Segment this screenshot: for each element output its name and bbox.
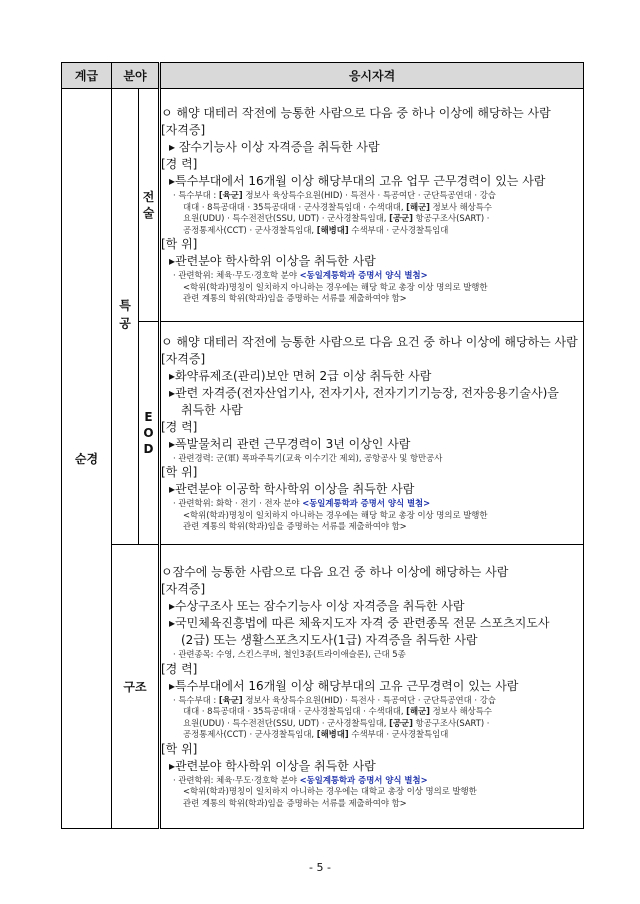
- career-note: · 관련경력: 군(軍) 폭파주특기(교육 이수기간 제외), 공항공사 및 항만공사: [173, 452, 443, 463]
- area-special-cell: 특공: [112, 89, 139, 545]
- header-rank: 계급: [62, 63, 112, 89]
- degree-note: · 관련학위: 체육·무도·경호학 분야 <동일계통학과 증명서 양식 별첨>: [173, 270, 428, 281]
- degree-head: [학 위]: [161, 237, 198, 252]
- row-jeonsul: [62, 89, 584, 322]
- row-rescue: [62, 545, 584, 829]
- degree-head: [학 위]: [161, 465, 198, 479]
- page-number: - 5 -: [309, 861, 331, 874]
- degree-note: <학위(학과)명칭이 일치하지 아니하는 경우에는 해당 학교 총장 이상 명의로 발행한: [183, 509, 488, 520]
- degree-item: ▸관련분야 이공학 학사학위 이상을 취득한 사람: [169, 482, 415, 496]
- degree-note: <학위(학과)명칭이 일치하지 아니하는 경우에는 대학교 총장 이상 명의로 발행한: [183, 786, 477, 796]
- career-note: 공정통제사(CCT) · 군사경찰특임대, [해병대] 수색부대 · 군사경찰특임대: [183, 729, 449, 739]
- header-qualification: 응시자격: [160, 63, 584, 89]
- career-note: · 특수부대 : [육군] 정보사 육상특수요원(HID) · 특전사 · 특공여단 · 군단특공연대 · 강습: [173, 190, 496, 201]
- degree-note: 관련 계통의 학위(학과)임을 증명하는 서류를 제출하여야 함>: [183, 293, 407, 304]
- career-note: 대대 · 8특공대대 · 35특공대대 · 군사경찰특임대 · 수색대대, [해군] 정보사 해상특수: [183, 706, 492, 716]
- rank-cell: 순경: [62, 89, 112, 829]
- career-note: · 특수부대 : [육군] 정보사 육상특수요원(HID) · 특전사 · 특공여단 · 군단특공연대 · 강습: [173, 694, 496, 705]
- career-note: 공정통제사(CCT) · 군사경찰특임대, [해병대] 수색부대 · 군사경찰특임대: [183, 224, 449, 235]
- cert-head: [자격증]: [161, 123, 206, 138]
- cert-item: ▸ 잠수기능사 이상 자격증을 취득한 사람: [169, 140, 380, 155]
- sub-jeonsul: 전 술: [139, 89, 160, 322]
- career-head: [경 력]: [161, 661, 198, 676]
- career-item: ▸특수부대에서 16개월 이상 해당부대의 고유 업무 근무경력이 있는 사람: [169, 174, 546, 189]
- cert-head: [자격증]: [161, 582, 206, 596]
- cert-item-cont: (2급) 또는 생활스포츠지도사(1급) 자격증을 취득한 사람: [181, 633, 478, 647]
- row-eod: [62, 322, 584, 545]
- cert-item: ▸국민체육진흥법에 따른 체육지도자 자격 중 관련종목 전문 스포츠지도사: [169, 616, 550, 630]
- cert-head: [자격증]: [161, 351, 206, 366]
- degree-note: 관련 계통의 학위(학과)임을 증명하는 서류를 제출하여야 함>: [183, 797, 407, 808]
- cert-note: · 관련종목: 수영, 스킨스쿠버, 철인3종(트라이애슬론), 근대 5종: [173, 649, 406, 659]
- degree-note: <학위(학과)명칭이 일치하지 아니하는 경우에는 해당 학교 총장 이상 명의로 발행한: [183, 281, 488, 292]
- qualification-table: [61, 62, 584, 829]
- career-head: [경 력]: [161, 157, 198, 172]
- degree-note: · 관련학위: 체육·무도·경호학 분야 <동일계통학과 증명서 양식 별첨>: [173, 774, 428, 785]
- degree-item: ▸관련분야 학사학위 이상을 취득한 사람: [169, 758, 376, 773]
- sub-eod: E O D: [139, 322, 160, 545]
- intro: ㅇ 해양 대테러 작전에 능통한 사람으로 다음 중 하나 이상에 해당하는 사람: [161, 106, 551, 121]
- degree-note: · 관련학위: 화학 · 전기 · 전자 분야 <동일계통학과 증명서 양식 별첨>: [173, 498, 431, 508]
- career-note: 요원(UDU) · 특수전전단(SSU, UDT) · 군사경찰특임대, [공군] 항공구조사(SART) ·: [183, 717, 490, 728]
- degree-head: [학 위]: [161, 741, 198, 756]
- cert-item: ▸관련 자격증(전자산업기사, 전자기사, 전자기기기능장, 전자응용기술사)을: [169, 385, 559, 400]
- career-note: 요원(UDU) · 특수전전단(SSU, UDT) · 군사경찰특임대, [공군] 항공구조사(SART) ·: [183, 213, 490, 224]
- degree-note: 관련 계통의 학위(학과)임을 증명하는 서류를 제출하여야 함>: [183, 521, 407, 531]
- intro: ㅇ 해양 대테러 작전에 능통한 사람으로 다음 요건 중 하나 이상에 해당하는 사람: [161, 334, 578, 349]
- career-head: [경 력]: [161, 419, 198, 434]
- career-note: 대대 · 8특공대대 · 35특공대대 · 군사경찰특임대 · 수색대대, [해군] 정보사 해상특수: [183, 201, 492, 212]
- area-rescue-cell: 구조: [112, 545, 160, 829]
- degree-item: ▸관련분야 학사학위 이상을 취득한 사람: [169, 254, 376, 269]
- career-item: ▸폭발물처리 관련 근무경력이 3년 이상인 사람: [169, 436, 411, 451]
- header-area: 분야: [112, 63, 160, 89]
- career-item: ▸특수부대에서 16개월 이상 해당부대의 고유 근무경력이 있는 사람: [169, 678, 519, 693]
- intro: ㅇ잠수에 능통한 사람으로 다음 요건 중 하나 이상에 해당하는 사람: [161, 565, 509, 579]
- cert-item: ▸수상구조사 또는 잠수기능사 이상 자격증을 취득한 사람: [169, 599, 465, 613]
- content-rescue: [160, 545, 584, 829]
- cert-item: ▸화약류제조(관리)보안 면허 2급 이상 취득한 사람: [169, 368, 432, 383]
- content-jeonsul: [160, 89, 584, 322]
- cert-item-cont: 취득한 사람: [181, 402, 243, 417]
- header-row: [62, 63, 584, 89]
- content-eod: [160, 322, 584, 545]
